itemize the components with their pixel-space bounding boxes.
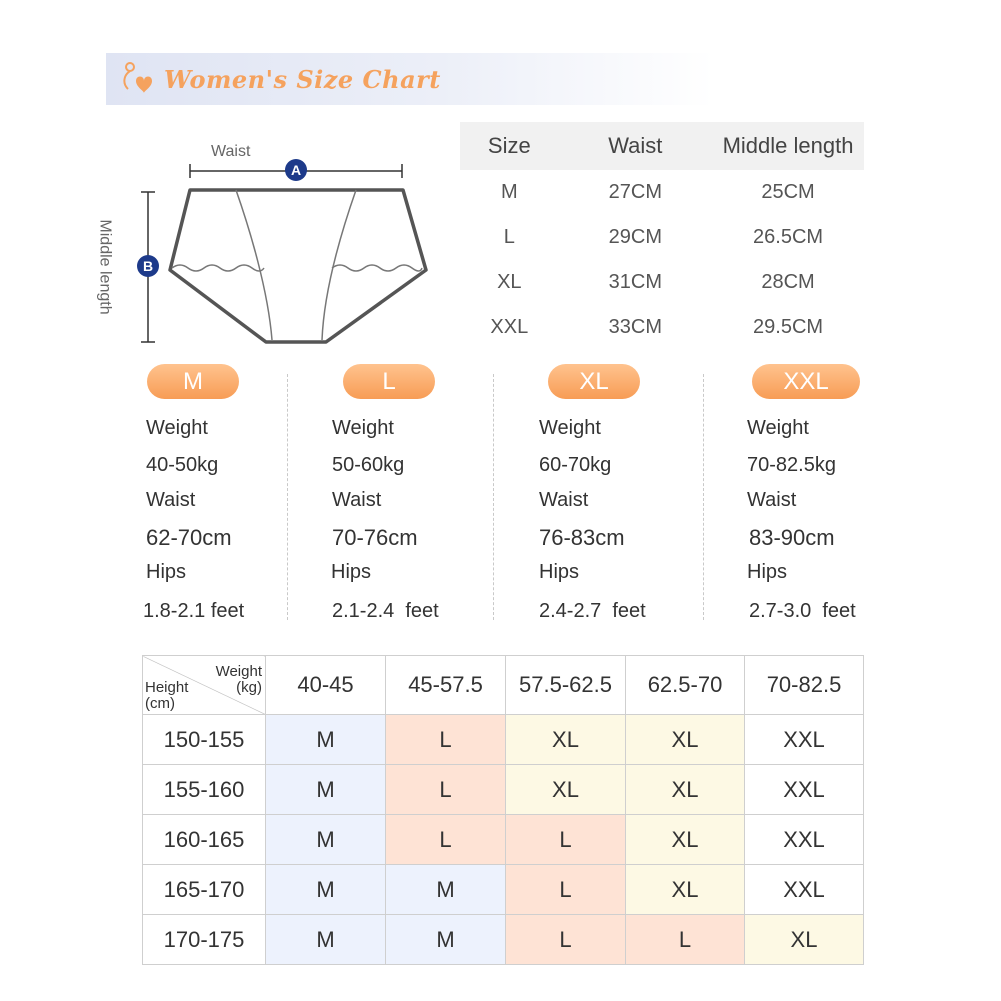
height-cell: 170-175 xyxy=(143,915,266,965)
grid-header-row xyxy=(143,656,864,715)
table-row xyxy=(143,765,864,815)
size-cell: L xyxy=(506,815,626,865)
title-banner xyxy=(106,53,714,105)
size-pill-m: M xyxy=(147,364,239,399)
height-cell: 160-165 xyxy=(143,815,266,865)
waist-value: 83-90cm xyxy=(749,525,835,550)
table-cell: XXL xyxy=(490,316,529,338)
weight-label: Weight xyxy=(146,417,208,439)
size-cell: M xyxy=(386,865,506,915)
table-cell: 26.5CM xyxy=(753,226,824,248)
waist-label: Waist xyxy=(539,489,589,511)
size-cell: M xyxy=(266,915,386,965)
waist-label: Waist xyxy=(747,489,797,511)
hips-value: 2.7-3.0 feet xyxy=(749,600,856,622)
table-row xyxy=(460,215,864,260)
size-cell: M xyxy=(266,865,386,915)
size-cell: XXL xyxy=(745,815,864,865)
table-row xyxy=(143,865,864,915)
table-cell: 33CM xyxy=(608,316,662,338)
middle-length-label: Middle length xyxy=(96,219,114,315)
size-cell: L xyxy=(386,765,506,815)
hips-label: Hips xyxy=(747,561,788,583)
height-cell: 165-170 xyxy=(143,865,266,915)
weight-value: 50-60kg xyxy=(332,454,405,476)
weight-header: 57.5-62.5 xyxy=(506,656,626,715)
size-measurement-table xyxy=(460,122,864,350)
weight-header: 62.5-70 xyxy=(626,656,745,715)
corner-height-label xyxy=(145,680,188,712)
hips-value: 2.4-2.7 feet xyxy=(539,600,646,622)
weight-label: Weight xyxy=(332,417,394,439)
table-cell: 25CM xyxy=(761,181,815,203)
corner-weight-unit: (kg) xyxy=(236,679,262,696)
size-cell: XL xyxy=(626,815,745,865)
size-cell: XL xyxy=(506,715,626,765)
size-pill-xl: XL xyxy=(548,364,640,399)
hips-value: 1.8-2.1 feet xyxy=(143,600,245,622)
size-cell: M xyxy=(266,765,386,815)
size-cell: XXL xyxy=(745,865,864,915)
size-cell: XXL xyxy=(745,715,864,765)
table-row xyxy=(143,815,864,865)
size-cell: L xyxy=(506,915,626,965)
size-cell: M xyxy=(266,815,386,865)
column-divider xyxy=(287,374,288,620)
hips-label: Hips xyxy=(146,561,187,583)
size-cell: XL xyxy=(626,715,745,765)
weight-header: 45-57.5 xyxy=(386,656,506,715)
size-cell: L xyxy=(386,815,506,865)
grid-corner-cell xyxy=(143,656,266,715)
weight-value: 60-70kg xyxy=(539,454,612,476)
table-cell: L xyxy=(503,226,515,248)
weight-header: 40-45 xyxy=(266,656,386,715)
table-cell: 29.5CM xyxy=(753,316,824,338)
waist-label: Waist xyxy=(211,143,251,160)
table-row xyxy=(143,915,864,965)
size-pill-l: L xyxy=(343,364,435,399)
column-divider xyxy=(493,374,494,620)
height-weight-size-grid xyxy=(142,655,864,965)
corner-weight-text: Weight xyxy=(215,663,262,680)
size-cell: M xyxy=(266,715,386,765)
height-cell: 150-155 xyxy=(143,715,266,765)
marker-a: A xyxy=(285,159,307,181)
hips-value: 2.1-2.4 feet xyxy=(332,600,439,622)
size-cell: L xyxy=(626,915,745,965)
table-cell: M xyxy=(500,181,518,203)
corner-height-unit: (cm) xyxy=(145,695,175,712)
weight-value: 70-82.5kg xyxy=(747,454,836,476)
header-middle-length: Middle length xyxy=(712,122,864,170)
corner-weight-label xyxy=(216,664,262,696)
waist-label: Waist xyxy=(332,489,382,511)
size-cell: L xyxy=(386,715,506,765)
header-waist: Waist xyxy=(559,122,712,170)
size-cell: XXL xyxy=(745,765,864,815)
underwear-outline-icon xyxy=(100,140,440,350)
page-title: Women's Size Chart xyxy=(164,65,441,94)
column-divider xyxy=(703,374,704,620)
weight-label: Weight xyxy=(747,417,809,439)
weight-header: 70-82.5 xyxy=(745,656,864,715)
header-size: Size xyxy=(460,122,559,170)
size-cell: L xyxy=(506,865,626,915)
marker-b: B xyxy=(137,255,159,277)
table-cell: XL xyxy=(497,271,522,293)
table-row xyxy=(460,170,864,215)
table-cell: 28CM xyxy=(761,271,815,293)
size-cell: XL xyxy=(745,915,864,965)
table-row xyxy=(460,260,864,305)
waist-label: Waist xyxy=(146,489,196,511)
size-cell: XL xyxy=(626,765,745,815)
size-cell: XL xyxy=(506,765,626,815)
size-cell: XL xyxy=(626,865,745,915)
waist-value: 70-76cm xyxy=(332,525,418,550)
size-cell: M xyxy=(386,915,506,965)
waist-value: 76-83cm xyxy=(539,525,625,550)
corner-height-text: Height xyxy=(145,679,189,696)
table-cell: 27CM xyxy=(608,181,662,203)
hips-label: Hips xyxy=(539,561,580,583)
height-cell: 155-160 xyxy=(143,765,266,815)
weight-value: 40-50kg xyxy=(146,454,219,476)
table-row xyxy=(143,715,864,765)
table-header-row xyxy=(460,122,864,170)
woman-heart-icon xyxy=(116,61,160,97)
table-cell: 31CM xyxy=(608,271,662,293)
waist-value: 62-70cm xyxy=(146,525,232,550)
table-cell: 29CM xyxy=(608,226,662,248)
hips-label: Hips xyxy=(331,561,372,583)
table-row xyxy=(460,305,864,350)
measurement-diagram xyxy=(96,140,440,350)
size-pill-xxl: XXL xyxy=(752,364,860,399)
weight-label: Weight xyxy=(539,417,601,439)
